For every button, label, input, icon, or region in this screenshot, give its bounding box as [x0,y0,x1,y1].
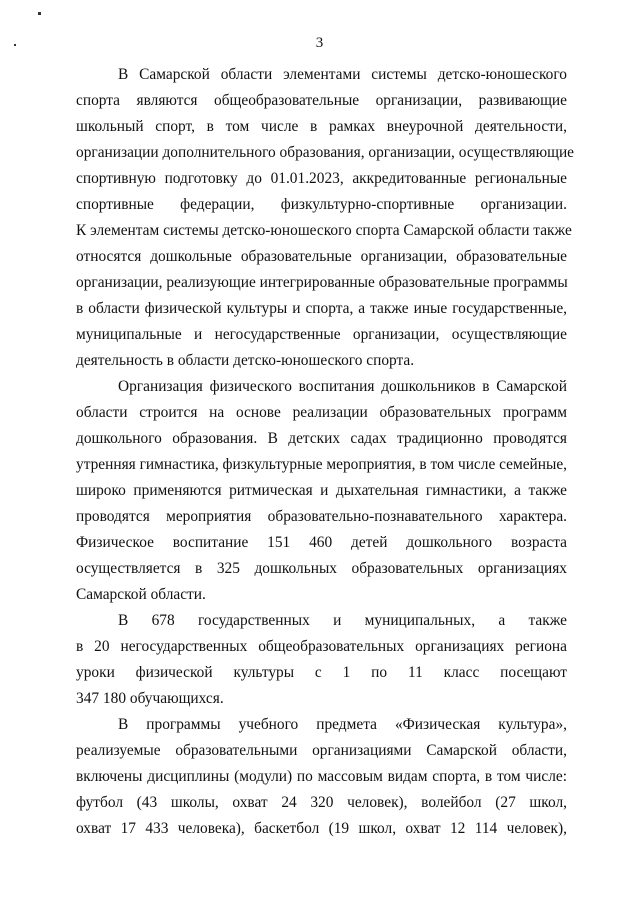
text-line: Самарской области. [76,586,206,603]
text-line: 347 180 обучающихся. [76,690,224,707]
text-line: муниципальные и негосударственные организации, осуществляющие [76,326,567,343]
text-line: включены дисциплины (модули) по массовым видам спорта, в том числе: [76,768,567,785]
text-line: проводятся мероприятия образовательно-познавательного характера. [76,508,567,525]
text-line: деятельность в области детско-юношеского спорта. [76,352,415,369]
paragraph-3 [76,608,567,712]
text-line: относятся дошкольные образовательные организации, образовательные [76,248,567,265]
text-line: в области физической культуры и спорта, а также иные государственные, [76,300,567,317]
text-line: Физическое воспитание 151 460 детей дошкольного возраста [76,534,567,551]
page-number: 3 [315,35,324,51]
text-line: осуществляется в 325 дошкольных образовательных организациях [76,560,567,577]
text-line: уроки физической культуры с 1 по 11 класс посещают [76,664,567,681]
text-line: области строится на основе реализации образовательных программ [76,404,567,421]
text-line: дошкольного образования. В детских садах традиционно проводятся [76,430,567,447]
text-line: организации, реализующие интегрированные образовательные программы [76,274,568,291]
scan-speck [38,12,41,15]
text-line: утренняя гимнастика, физкультурные мероприятия, в том числе семейные, [76,456,568,473]
text-line: Организация физического воспитания дошкольников в Самарской [118,378,567,395]
paragraph-2 [76,374,567,608]
text-line: футбол (43 школы, охват 24 320 человек), волейбол (27 школ, [76,794,567,811]
text-line: В 678 государственных и муниципальных, а также [118,612,567,629]
paragraph-4 [76,712,567,842]
text-line: широко применяются ритмическая и дыхательная гимнастики, а также [76,482,567,499]
text-line: В Самарской области элементами системы детско-юношеского [118,66,567,83]
document-body [76,62,575,842]
text-line: организации дополнительного образования, организации, осуществляющие [76,144,575,161]
text-line: в 20 негосударственных общеобразовательных организациях региона [76,638,567,655]
text-line: реализуемые образовательными организациями Самарской области, [76,742,567,759]
text-line: спорта являются общеобразовательные организации, развивающие [76,92,567,109]
text-line: В программы учебного предмета «Физическая культура», [118,716,567,733]
text-line: спортивную подготовку до 01.01.2023, аккредитованные региональные [76,170,567,187]
text-line: К элементам системы детско-юношеского спорта Самарской области также [76,222,572,239]
text-line: школьный спорт, в том числе в рамках внеурочной деятельности, [76,118,567,135]
text-line: спортивные федерации, физкультурно-спортивные организации. [76,196,567,213]
paragraph-1 [76,62,575,374]
text-line: охват 17 433 человека), баскетбол (19 школ, охват 12 114 человек), [76,820,567,837]
